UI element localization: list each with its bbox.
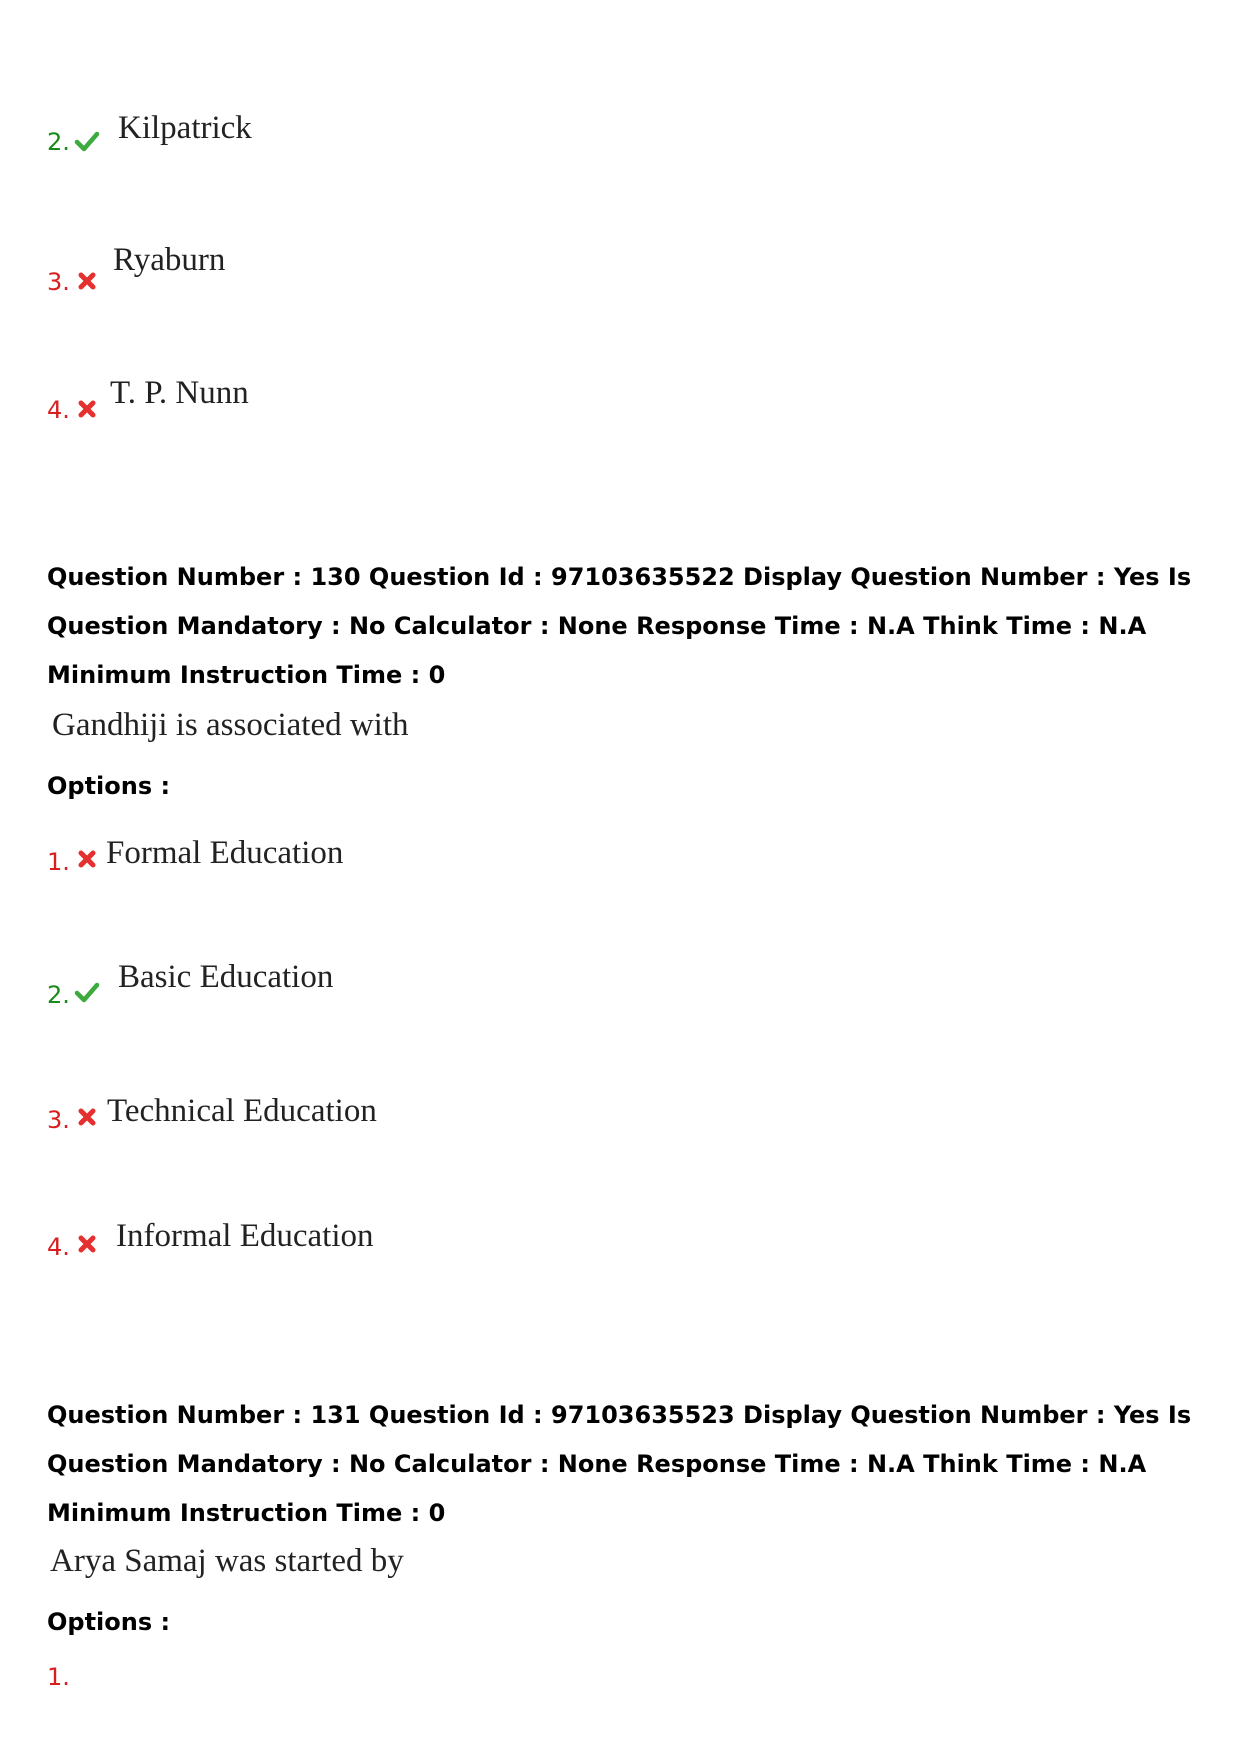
check-icon — [74, 979, 100, 1005]
question-meta: Question Number : 131 Question Id : 97103635523 Display Question Number : Yes Is Question Mandatory : No Calculator : None Response Time : N.A Think Time : N.A Minimum Instruction Time : 0 — [47, 1401, 1192, 1527]
cross-icon — [74, 1104, 100, 1130]
options-label: Options : — [47, 772, 171, 800]
question-text: Arya Samaj was started by — [50, 1543, 404, 1579]
cross-icon — [74, 396, 100, 422]
option-number: 4. — [47, 396, 70, 424]
option-text: Ryaburn — [113, 242, 226, 278]
option-text: Basic Education — [118, 959, 334, 995]
option-text: Informal Education — [116, 1218, 374, 1254]
option-text: T. P. Nunn — [110, 375, 249, 411]
option-text: Technical Education — [107, 1093, 377, 1129]
options-label: Options : — [47, 1608, 171, 1636]
question-meta: Question Number : 130 Question Id : 97103635522 Display Question Number : Yes Is Question Mandatory : No Calculator : None Response Time : N.A Think Time : N.A Minimum Instruction Time : 0 — [47, 563, 1192, 689]
check-icon — [74, 128, 100, 154]
option-number: 1. — [47, 848, 70, 876]
option-number: 3. — [47, 268, 70, 296]
cross-icon — [74, 1231, 100, 1257]
option-number: 1. — [47, 1663, 70, 1691]
option-number: 3. — [47, 1106, 70, 1134]
cross-icon — [74, 268, 100, 294]
option-number: 2. — [47, 981, 70, 1009]
option-text: Formal Education — [106, 835, 344, 871]
cross-icon — [74, 846, 100, 872]
option-number: 4. — [47, 1233, 70, 1261]
option-number: 2. — [47, 128, 70, 156]
option-text: Kilpatrick — [118, 110, 252, 146]
question-text: Gandhiji is associated with — [52, 707, 409, 743]
